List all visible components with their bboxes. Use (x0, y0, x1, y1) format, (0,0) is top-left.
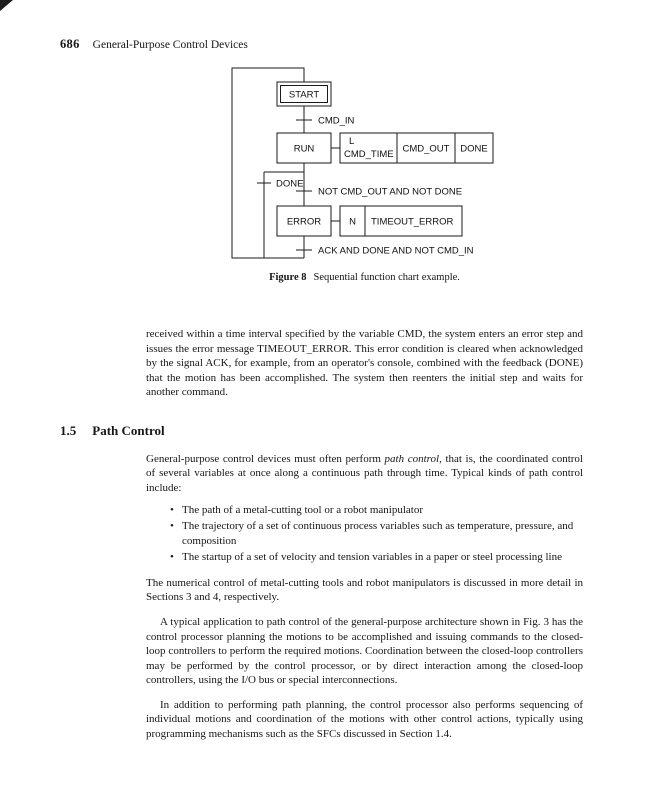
step-error-label: ERROR (286, 216, 322, 228)
sfc-diagram (0, 60, 647, 275)
action-qualifier-l-label: L (349, 136, 355, 147)
intro-text-1: General-purpose control devices must often perform (146, 452, 385, 465)
action-done-label: DONE (460, 143, 488, 155)
step-run-label: RUN (293, 143, 315, 155)
section-heading (60, 424, 583, 439)
paragraph-path-planning: In addition to performing path planning, the control processor also performs sequencing of individual motions and coordination of the motions with other control actions, typically using programming mechanisms such as the SFCs discussed in Section 1.4. (146, 698, 583, 741)
bullet-item (170, 550, 583, 565)
transition-cmd-in-label: CMD_IN (318, 115, 355, 127)
action-cmd-out-label: CMD_OUT (402, 143, 450, 155)
paragraph-typical-application: A typical application to path control of the general-purpose architecture shown in Fig. 3 has the control processor planning the motions to be accomplished and issuing commands to the closed-loop controllers to perform the required motions. Coordination between the closed-loop controllers may be performed by the control processor, or by direct interaction among the closed-loop controllers, using the I/O bus or special interconnections. (146, 615, 583, 687)
figure-caption-text: Sequential function chart example. (313, 272, 460, 283)
action-qualifier-n-label: N (349, 216, 356, 228)
bullet-item (170, 503, 583, 518)
running-title: General-Purpose Control Devices (92, 39, 248, 51)
paragraph-intro (146, 452, 583, 496)
bullet-item-text: The startup of a set of velocity and tension variables in a paper or steel processing line (182, 551, 562, 564)
action-cmd-time-label: CMD_TIME (344, 149, 394, 160)
paragraph-numerical-control: The numerical control of metal-cutting tools and robot manipulators is discussed in more detail in Sections 3 and 4, respectively. (146, 576, 583, 604)
transition-ack-label: ACK AND DONE AND NOT CMD_IN (318, 245, 474, 257)
intro-italic-term: path control, (384, 452, 442, 465)
step-start-label: START (288, 89, 320, 101)
section-title: Path Control (92, 422, 165, 438)
action-timeout-error-label: TIMEOUT_ERROR (371, 216, 454, 228)
figure-caption-label: Figure 8 (269, 272, 307, 283)
body-text-column (60, 327, 583, 742)
running-head (60, 37, 248, 52)
bullet-item-text: The trajectory of a set of continuous process variables such as temperature, pressure, and composition (182, 520, 574, 548)
bullet-item (170, 519, 583, 548)
transition-not-cmd-out-label: NOT CMD_OUT AND NOT DONE (318, 186, 463, 198)
intro-text-2: that is, the coordinated control of several variables at once along a continuous path through time. Typical kinds of path control include: (146, 452, 583, 494)
paragraph-continuation: received within a time interval specified by the variable CMD, the system enters an error step and issues the error message TIMEOUT_ERROR. This error condition is cleared when acknowledged by the signal ACK, for example, from an operator's console, combined with the feedback (DONE) that the motion has been accomplished. The system then reenters the initial step and waits for another command. (146, 328, 583, 399)
page-number: 686 (60, 37, 80, 51)
transition-done-label: DONE (276, 178, 304, 190)
bullet-list (170, 503, 583, 564)
scan-artifact (0, 0, 13, 11)
figure-caption (146, 272, 583, 283)
section-number: 1.5 (60, 422, 77, 438)
bullet-item-text: The path of a metal-cutting tool or a robot manipulator (182, 504, 424, 517)
